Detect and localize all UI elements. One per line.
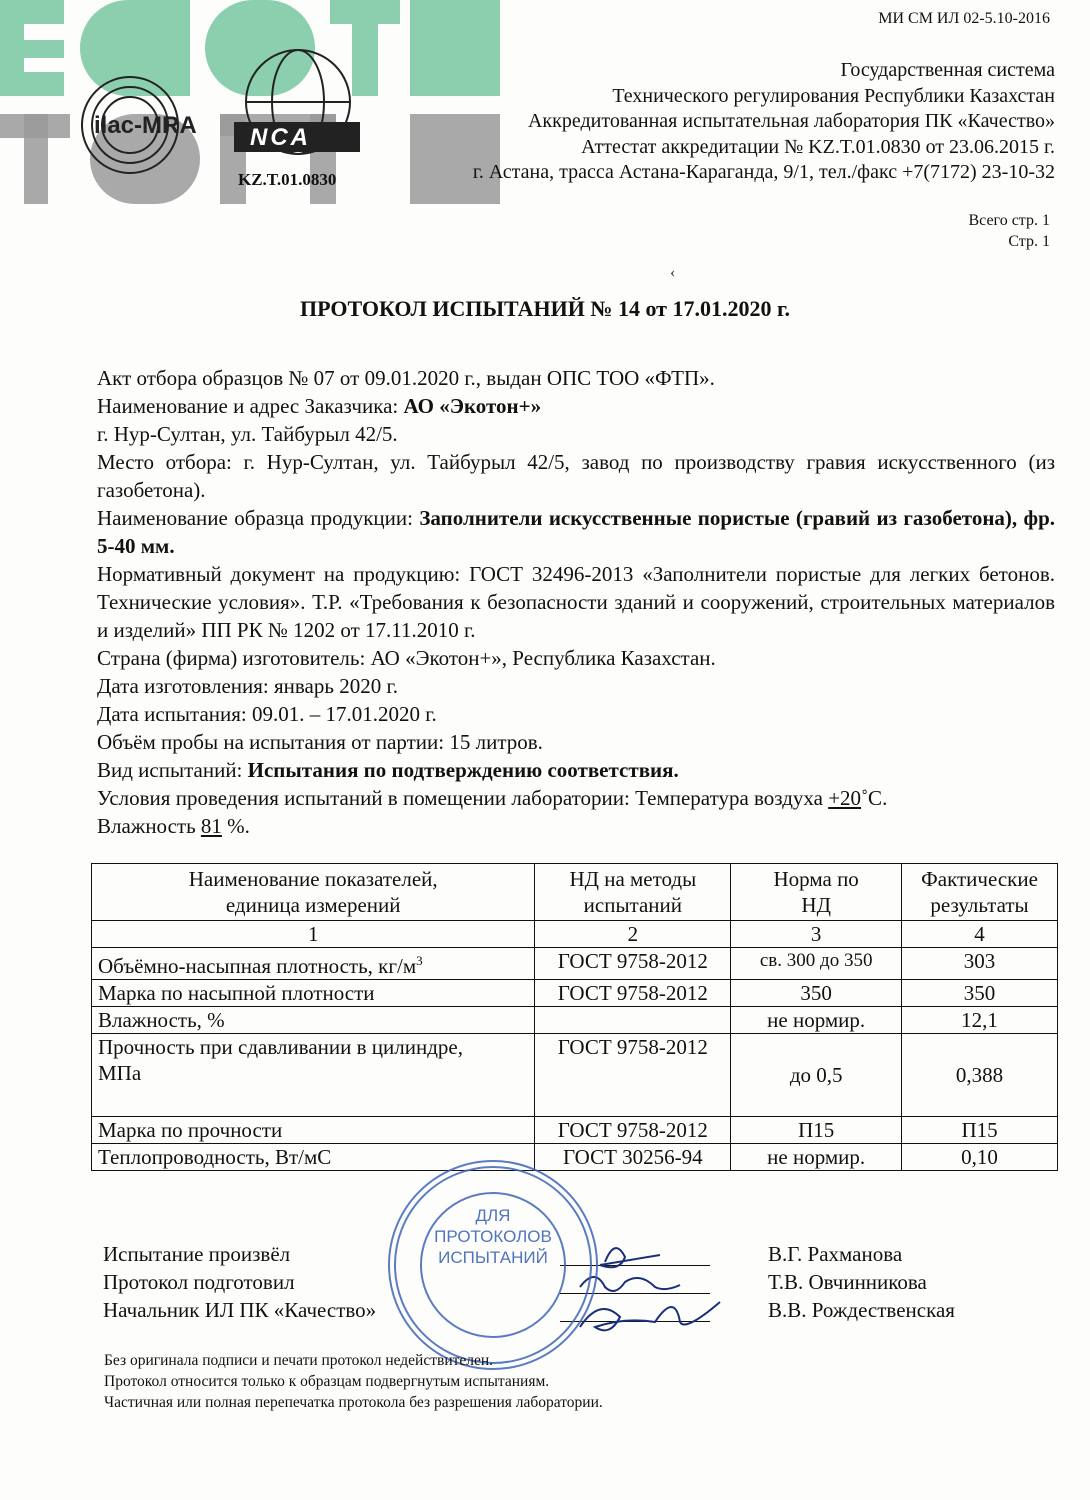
signature-roles — [103, 1240, 376, 1324]
row-method: ГОСТ 30256-94 — [535, 1144, 731, 1171]
table-row — [92, 1007, 1058, 1034]
row-name — [92, 948, 535, 980]
test-type-label: Вид испытаний: — [97, 758, 248, 782]
humidity-unit: %. — [221, 814, 250, 838]
row-norm: не нормир. — [731, 1007, 902, 1034]
humidity-value: 81 — [200, 814, 222, 838]
accreditation-logos — [70, 40, 370, 195]
test-date: Дата испытания: 09.01. – 17.01.2020 г. — [97, 702, 437, 726]
superscript: 3 — [416, 953, 423, 968]
table-row — [92, 980, 1058, 1007]
sample-volume: Объём пробы на испытания от партии: 15 литров. — [97, 730, 543, 754]
results-table — [91, 863, 1058, 1171]
test-type: Испытания по подтверждению соответствия. — [247, 758, 679, 782]
row-name: Марка по насыпной плотности — [92, 980, 535, 1007]
row-method: ГОСТ 9758-2012 — [535, 948, 731, 980]
humidity-prefix: Влажность — [97, 814, 201, 838]
sample-label: Наименование образца продукции: — [97, 506, 420, 530]
row-name: Теплопроводность, Вт/мС — [92, 1144, 535, 1171]
normative-doc: Нормативный документ на продукцию: ГОСТ 32496-2013 «Заполнители пористые для легких бетонов. Технические условия». Т.Р. «Требования к безопасности зданий и сооружений, строительных материалов и изделий» ПП РК № 1202 от 17.11.2010 г. — [97, 562, 1055, 642]
customer-line — [97, 392, 1055, 420]
row-result: 0,10 — [902, 1144, 1058, 1171]
row-result: 350 — [902, 980, 1058, 1007]
table-row — [92, 948, 1058, 980]
row-method: ГОСТ 9758-2012 — [535, 1034, 731, 1117]
row-name: Влажность, % — [92, 1007, 535, 1034]
customer-label: Наименование и адрес Заказчика: — [97, 394, 404, 418]
pages-total: Всего стр. 1 — [968, 212, 1050, 229]
footer-notes — [104, 1350, 603, 1413]
signature-role: Начальник ИЛ ПК «Качество» — [103, 1298, 377, 1322]
signature-role: Испытание произвёл — [103, 1242, 291, 1266]
table-row — [92, 1117, 1058, 1144]
header-indicator: Наименование показателей, единица измерений — [92, 864, 535, 921]
footer-note: Протокол относится только к образцам подвергнутым испытаниям. — [104, 1373, 550, 1390]
org-line: г. Астана, трасса Астана-Караганда, 9/1, тел./факс +7(7172) 23-10-32 — [472, 161, 1055, 183]
row-norm: 350 — [731, 980, 902, 1007]
sampling-place: Место отбора: г. Нур-Султан, ул. Тайбурыл 42/5, завод по производству гравия искусственного (из газобетона). — [97, 450, 1055, 502]
row-name: Марка по прочности — [92, 1117, 535, 1144]
page-number: Стр. 1 — [1008, 233, 1050, 250]
signature-name: В.Г. Рахманова — [768, 1242, 903, 1266]
row-result: 12,1 — [902, 1007, 1058, 1034]
sampling-act: Акт отбора образцов № 07 от 09.01.2020 г., выдан ОПС ТОО «ФТП». — [97, 366, 715, 390]
row-norm: не нормир. — [731, 1144, 902, 1171]
row-norm: П15 — [731, 1117, 902, 1144]
customer-name: АО «Экотон+» — [403, 394, 542, 418]
header-method: НД на методы испытаний — [535, 864, 731, 921]
col-number: 4 — [902, 921, 1058, 948]
row-method — [535, 1007, 731, 1034]
stamp-line: ДЛЯ — [475, 1206, 511, 1225]
temperature-unit: ˚С. — [861, 786, 888, 810]
footer-note: Частичная или полная перепечатка протокола без разрешения лаборатории. — [104, 1394, 603, 1411]
table-header-row — [92, 864, 1058, 921]
pen-mark: ‹ — [670, 264, 676, 281]
col-number: 2 — [535, 921, 731, 948]
signature-name: Т.В. Овчинникова — [768, 1270, 927, 1294]
ilac-logo-text: ilac-MRA — [94, 112, 197, 139]
stamp-center-text — [383, 1205, 603, 1268]
footer-note: Без оригинала подписи и печати протокол недействителен. — [104, 1352, 494, 1369]
stamp-line: ПРОТОКОЛОВ — [434, 1227, 552, 1246]
col-number: 3 — [731, 921, 902, 948]
header-norm: Норма по НД — [731, 864, 902, 921]
row-result: 0,388 — [902, 1034, 1058, 1117]
row-result: П15 — [902, 1117, 1058, 1144]
row-name: Прочность при сдавливании в цилиндре, МПа — [92, 1034, 535, 1117]
manufacturer: Страна (фирма) изготовитель: АО «Экотон+», Республика Казахстан. — [97, 646, 716, 670]
table-colnum-row — [92, 921, 1058, 948]
test-conditions — [97, 784, 1055, 812]
document-code: МИ СМ ИЛ 02-5.10-2016 — [878, 10, 1050, 27]
row-method: ГОСТ 9758-2012 — [535, 1117, 731, 1144]
row-norm: до 0,5 — [731, 1034, 902, 1117]
organization-header — [395, 58, 1055, 186]
col-number: 1 — [92, 921, 535, 948]
row-method: ГОСТ 9758-2012 — [535, 980, 731, 1007]
org-line: Государственная система — [840, 59, 1055, 81]
row-norm: св. 300 до 350 — [731, 948, 902, 980]
customer-address: г. Нур-Султан, ул. Тайбурыл 42/5. — [97, 422, 398, 446]
protocol-info — [97, 364, 1055, 840]
humidity-line — [97, 812, 1055, 840]
header-result: Фактические результаты — [902, 864, 1058, 921]
page-title: ПРОТОКОЛ ИСПЫТАНИЙ № 14 от 17.01.2020 г. — [300, 296, 790, 321]
signature-role: Протокол подготовил — [103, 1270, 295, 1294]
signature-name: В.В. Рождественская — [768, 1298, 955, 1322]
signature-names — [768, 1240, 955, 1324]
test-type-line — [97, 756, 1055, 784]
accreditation-number: KZ.T.01.0830 — [238, 170, 337, 189]
temperature-value: +20 — [828, 786, 862, 810]
org-line: Аттестат аккредитации № KZ.T.01.0830 от 23.06.2015 г. — [581, 135, 1055, 158]
manufacture-date: Дата изготовления: январь 2020 г. — [97, 674, 398, 698]
org-line: Технического регулирования Республики Казахстан — [612, 84, 1055, 107]
nca-logo-text: NCA — [250, 124, 311, 151]
stamp-line: ИСПЫТАНИЙ — [438, 1248, 548, 1267]
row-result: 303 — [902, 948, 1058, 980]
row-name-text: Объёмно-насыпная плотность, кг/м — [98, 954, 417, 978]
sample-name: Заполнители искусственные пористые (гравий из газобетона), фр. 5-40 мм. — [97, 506, 1055, 558]
org-line: Аккредитованная испытательная лаборатория ПК «Качество» — [527, 110, 1055, 132]
conditions-prefix: Условия проведения испытаний в помещении лаборатории: Температура воздуха — [97, 786, 829, 810]
page-info — [968, 210, 1050, 252]
table-row — [92, 1034, 1058, 1117]
sample-line — [97, 504, 1055, 560]
laboratory-stamp — [383, 1155, 603, 1380]
